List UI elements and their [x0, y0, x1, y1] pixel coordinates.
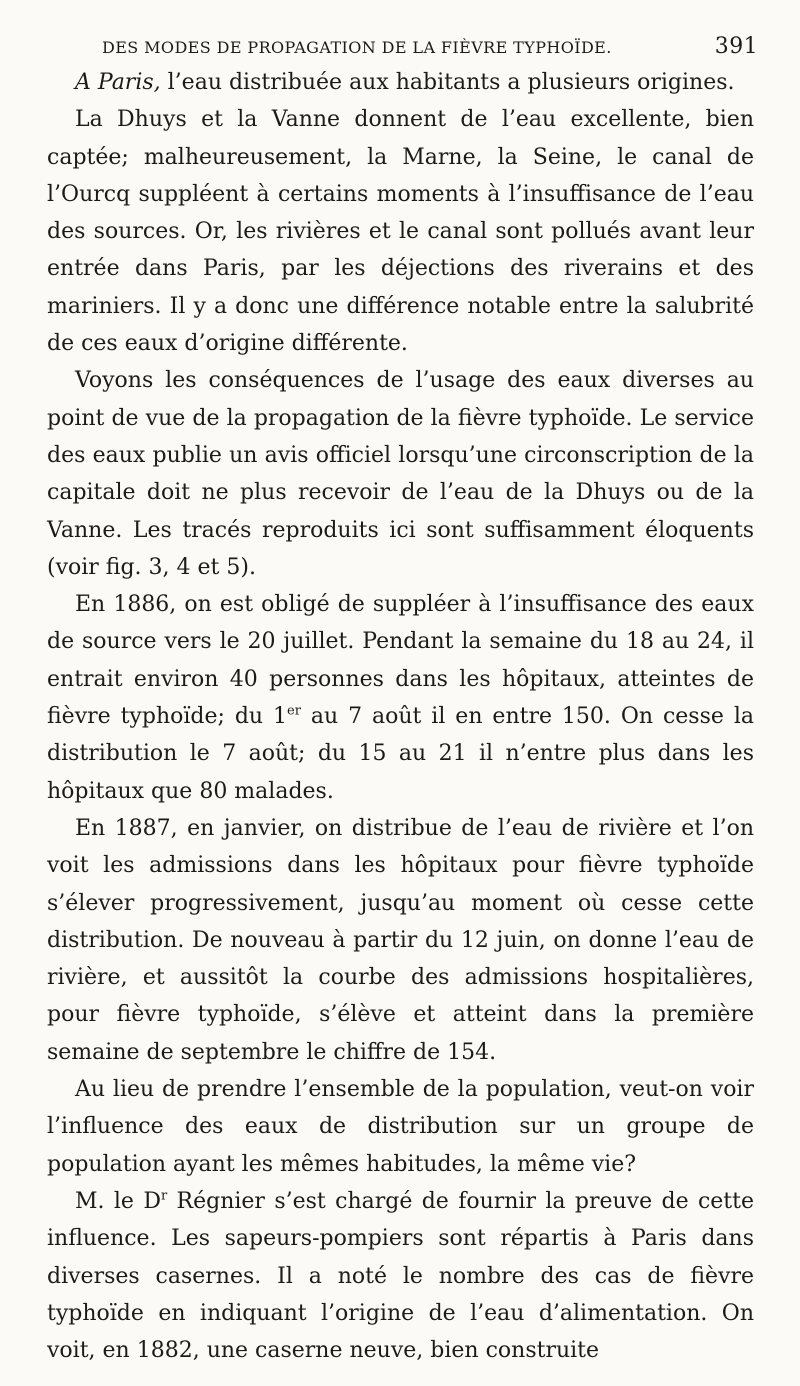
superscript: r — [160, 1188, 168, 1204]
paragraph-regnier — [47, 1183, 754, 1369]
paragraph-text: l’eau distribuée aux habitants a plusieurs origines. — [160, 70, 735, 95]
paragraph-text: En 1887, en janvier, on distribue de l’eau de rivière et l’on voit les admissions dans les hôpitaux pour fièvre typhoïde s’élever progressivement, jusqu’au moment où cesse cette distribution. De nouveau à partir du 12 juin, on donne l’eau de rivière, et aussitôt la courbe des admissions hospitalières, pour fièvre typhoïde, s’élève et atteint dans la première semaine de septembre le chiffre de 154. — [47, 815, 754, 1065]
paragraph-consequences — [47, 362, 754, 586]
page-number: 391 — [714, 34, 758, 59]
paragraph-population-group — [47, 1071, 754, 1183]
italic-lead: A Paris, — [75, 70, 161, 95]
paragraph-text: au 7 août il en entre 150. On cesse la distribution le 7 août; du 15 au 21 il n’entre plus dans les hôpitaux que 80 malades. — [47, 704, 754, 804]
paragraph-dhuys-vanne — [47, 101, 754, 362]
body-text — [47, 64, 754, 1369]
paragraph-text: M. le D — [75, 1188, 161, 1214]
running-header — [47, 26, 758, 64]
running-title: DES MODES DE PROPAGATION DE LA FIÈVRE TYPHOÏDE. — [102, 38, 612, 57]
paragraph-text: En 1886, on est obligé de suppléer à l’insuffisance des eaux de source vers le 20 juillet. Pendant la semaine du 18 au 24, il entrait environ 40 personnes dans les hôpitaux, atteintes de fièvre typhoïde; du 1 — [47, 592, 754, 730]
paragraph-text: La Dhuys et la Vanne donnent de l’eau excellente, bien captée; malheureusement, la Marne, la Seine, le canal de l’Ourcq suppléent à certains moments à l’insuffisance de l’eau des sources. Or, les rivières et le canal sont pollués avant leur entrée dans Paris, par les déjections des riverains et des mariniers. Il y a donc une différence notable entre la salubrité de ces eaux d’origine différente. — [47, 107, 754, 357]
paragraph-text: Régnier s’est chargé de fournir la preuve de cette influence. Les sapeurs-pompiers sont répartis à Paris dans diverses casernes. Il a noté le nombre des cas de fièvre typhoïde en indiquant l’origine de l’eau d’alimentation. On voit, en 1882, une caserne neuve, bien construite — [47, 1188, 754, 1364]
paragraph-1887 — [47, 810, 754, 1071]
paragraph-paris-water — [47, 64, 754, 101]
paragraph-text: Voyons les conséquences de l’usage des eaux diverses au point de vue de la propagation de la fièvre typhoïde. Le service des eaux publie un avis officiel lorsqu’une circonscription de la capitale doit ne plus recevoir de l’eau de la Dhuys ou de la Vanne. Les tracés reproduits ici sont suffisamment éloquents (voir fig. 3, 4 et 5). — [47, 368, 754, 580]
superscript: er — [287, 703, 301, 719]
paragraph-1886 — [47, 586, 754, 810]
paragraph-text: Au lieu de prendre l’ensemble de la population, veut-on voir l’influence des eaux de distribution sur un groupe de population ayant les mêmes habitudes, la même vie? — [47, 1077, 754, 1177]
